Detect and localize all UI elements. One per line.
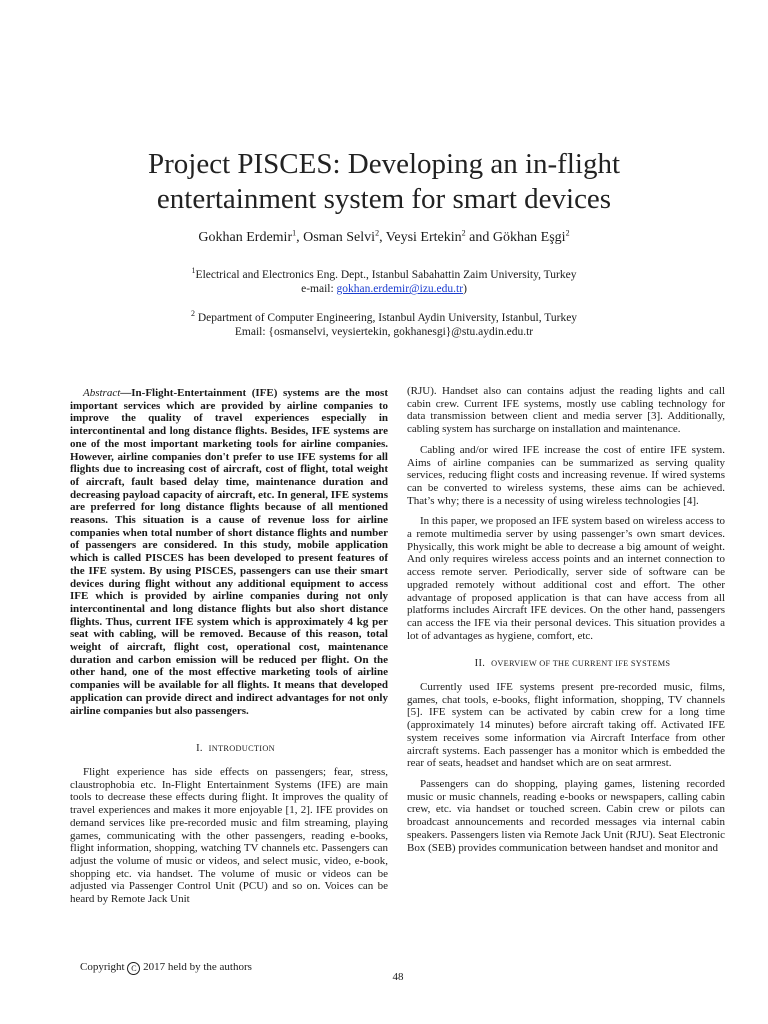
author-3: , Veysi Ertekin	[379, 230, 462, 245]
author-1-sup: 1	[292, 228, 297, 238]
email-prefix: e-mail:	[301, 283, 337, 295]
paragraph-proposal: In this paper, we proposed an IFE system based on wireless access to a remote multimedia server by using passenger’s own smart devices. Physically, this work might be able to decrease a big amount of weight. And only requires wireless access points and an internet connection to access remote server. Periodically, server side of software can be upgraded remotely without additional cost and effort. The other advantage of proposed application is that can have access from all platforms includes Aircraft IFE devices. On the other hand, passengers can access the IFE via their personal devices. This situation provides a lot of advantages as hygiene, comfort, etc.	[407, 515, 725, 642]
paragraph-cabling: Cabling and/or wired IFE increase the cost of entire IFE system. Aims of airline companies can be summarized as serving quality services, reducing flight costs and increasing revenue. If wired systems can be converted to wireless systems, these aims can be achieved. That’s why; there is a necessity of using wireless technologies [4].	[407, 443, 725, 507]
left-column	[70, 387, 388, 906]
copyright-icon: C	[127, 962, 140, 975]
paragraph-rju: (RJU). Handset also can contains adjust the reading lights and call cabin crew. Current IFE systems, mostly use cabling technology for data transmission between client and media server [3]. Additionally, cabling system has surcharge on installation and maintenance.	[407, 385, 725, 436]
abstract-text: —In-Flight-Entertainment (IFE) systems are the most important services which are provided by airline companies to improve the quality of travel experiences especially in intercontinental and long distance flights. Besides, IFE systems are one of the most important marketing tools for airline companies. However, airline companies don't prefer to use IFE systems for all flights due to increasing cost of aircraft, cost of flight, total weight of aircraft, fault based delay time, maintenance duration and decreasing payload capacity of aircraft, etc. In general, IFE systems are preferred for long distance flights because of all mentioned reasons. This situation is a cause of revenue loss for airline companies when total number of short distance flights and number of passengers are considered. In this study, mobile application which is called PISCES has been developed to present features of the IFE system. By using PISCES, passengers can use their smart devices during flight without any additional equipment to access IFE which is provided by airline companies during not only intercontinental and long distance flights but also short distance flights. Thus, current IFE system which is approximately 4 kg per seat with cabling, will be removed. Because of this reason, total weight of aircraft, flight cost, operational cost, maintenance duration and carbon emission will be reduced per flight. On the other hand, one of the most effective marketing tools of airline companies will be available for all flights. It means that developed application can provide direct and indirect advantages for not only airline companies but also passengers.	[70, 387, 388, 717]
affiliation-1-text: Electrical and Electronics Eng. Dept., Istanbul Sabahattin Zaim University, Turkey	[195, 269, 577, 281]
paragraph-passengers: Passengers can do shopping, playing games, listening recorded music or music channels, reading e-books or newspapers, calling cabin crew, etc. via handset or touched screen. Cabin crew or pilots can broadcast announcements and recorded messages via internal cabin speakers. Passengers listen via Remote Jack Unit (RJU). Seat Electronic Box (SEB) provides communication between handset and monitor and	[407, 777, 726, 854]
author-4-sup: 2	[565, 228, 570, 238]
section-heading-introduction: I. INTRODUCTION	[196, 743, 275, 755]
paragraph-current-systems: Currently used IFE systems present pre-recorded music, films, games, chat tools, e-books, flight information, shopping, TV channels [5]. IFE system can be activated by cabin crew for a long time (approximately 14 minutes) before aircraft taking off. Activated IFE system receives some information via Aircraft Interface from other aircraft systems. Each passenger has a monitor which is embedded the rear of seats, headset and handset which are on seat armrest.	[407, 681, 725, 770]
author-4: and Gökhan Eşgi	[465, 230, 566, 245]
author-1: Gokhan Erdemir	[198, 230, 293, 245]
abstract	[70, 387, 388, 717]
paper-title	[0, 147, 768, 217]
title-line-2: entertainment system for smart devices	[156, 183, 612, 215]
affiliation-1	[0, 268, 768, 296]
abstract-label: Abstract	[83, 387, 121, 399]
copyright-notice: Copyright C 2017 held by the authors	[80, 961, 252, 973]
title-line-1: Project PISCES: Developing an in-flight	[147, 148, 620, 180]
author-3-sup: 2	[461, 228, 466, 238]
page-number: 48	[392, 971, 404, 983]
affiliation-1-sup: 1	[191, 266, 196, 276]
affiliation-2-sup: 2	[190, 309, 195, 319]
section-heading-overview: II. OVERVIEW OF THE CURRENT IFE SYSTEMS	[474, 658, 671, 670]
email-link[interactable]: gokhan.erdemir@izu.edu.tr	[336, 283, 464, 295]
author-2: , Osman Selvi	[296, 230, 376, 245]
affiliation-2	[0, 311, 768, 339]
author-2-sup: 2	[375, 228, 380, 238]
intro-paragraph: Flight experience has side effects on passengers; fear, stress, claustrophobia etc. In-Flight Entertainment Systems (IFE) are main tools to decrease these effects during flight. It improves the quality of travel experiences and makes it more enjoyable [1, 2]. IFE provides on demand services like pre-recorded music and film streaming, playing games, communicating with the other passengers, reading e-books, flight information, shopping, watching TV channels etc. Passengers can adjust the volume of music or videos, and select music, video, e-book, shopping etc. via handset. The volume of music or videos can be adjusted via Passenger Control Unit (PCU) and so on. Voices can be heard by Remote Jack Unit	[70, 765, 388, 906]
affiliation-2-emails: Email: {osmanselvi, veysiertekin, gokhanesgi}@stu.aydin.edu.tr	[234, 326, 534, 338]
email-suffix: )	[463, 283, 467, 295]
right-column	[407, 385, 725, 854]
author-list	[0, 230, 768, 246]
affiliation-2-text: Department of Computer Engineering, Istanbul Aydin University, Istanbul, Turkey	[194, 312, 578, 324]
